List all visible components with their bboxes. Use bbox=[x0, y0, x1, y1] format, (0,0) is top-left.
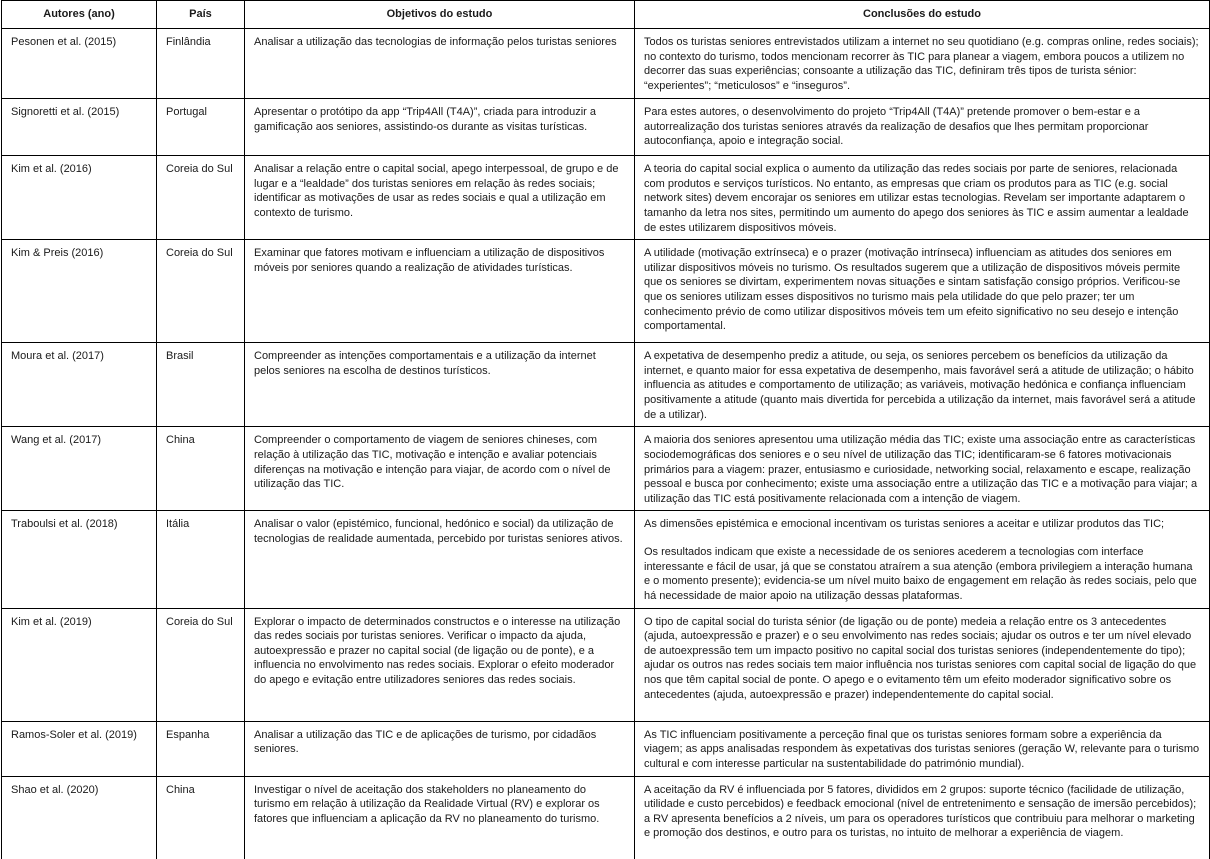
column-header-authors: Autores (ano) bbox=[2, 1, 157, 29]
table-row bbox=[2, 99, 1210, 156]
conclusions-cell bbox=[635, 608, 1210, 721]
country-cell: China bbox=[157, 776, 245, 859]
country-cell: Coreia do Sul bbox=[157, 608, 245, 721]
country-cell: China bbox=[157, 427, 245, 511]
conclusion-paragraph: As TIC influenciam positivamente a perceção final que os turistas seniores formam sobre a experiência da viagem; as apps analisadas respondem às expetativas dos turistas seniores (geração W, relevante para o turismo cultural e com interesse particular na sustentabilidade do património mundial). bbox=[644, 728, 1200, 770]
conclusions-cell bbox=[635, 427, 1210, 511]
objectives-cell: Compreender o comportamento de viagem de seniores chineses, com relação à utilização das TIC, motivação e intenção e avaliar potenciais diferenças na motivação e intenção para viajar, de acordo com o nível de utilização das TIC. bbox=[245, 427, 635, 511]
authors-cell: Traboulsi et al. (2018) bbox=[2, 511, 157, 608]
authors-cell: Shao et al. (2020) bbox=[2, 776, 157, 859]
table-row bbox=[2, 29, 1210, 99]
objectives-cell: Analisar a utilização das tecnologias de informação pelos turistas seniores bbox=[245, 29, 635, 99]
conclusion-paragraph: A maioria dos seniores apresentou uma utilização média das TIC; existe uma associação entre as características sociodemográficas dos seniores e o seu nível de utilização das TIC; identificaram-se 6 fatores motivacionais primários para a viagem: prazer, entusiasmo e curiosidade, networking social, relaxamento e escape, realização pessoal e busca por conhecimento; existe uma associação entre a utilização das TIC e a motivação para viajar; a utilização das TIC está positivamente relacionada com a intenção de viagem. bbox=[644, 434, 1198, 505]
conclusion-paragraph: A teoria do capital social explica o aumento da utilização das redes sociais por parte de seniores, relacionada com produtos e serviços turísticos. No entanto, as empresas que criam os produtos para as TIC (e.g. social network sites) devem encorajar os seniores em utilizar estas tecnologias. Revelam ser importante adaptarem o tamanho da letra nos sites, permitindo um aumento do apego dos seniores às TIC e assim aumentar a lealdade de estes utilizarem dispositivos móveis. bbox=[644, 163, 1189, 234]
country-cell: Coreia do Sul bbox=[157, 156, 245, 240]
country-cell: Finlândia bbox=[157, 29, 245, 99]
table-body bbox=[2, 29, 1210, 859]
authors-cell: Signoretti et al. (2015) bbox=[2, 99, 157, 156]
conclusions-cell bbox=[635, 29, 1210, 99]
authors-cell: Kim & Preis (2016) bbox=[2, 240, 157, 343]
studies-table bbox=[1, 0, 1210, 859]
header-row bbox=[2, 1, 1210, 29]
objectives-cell: Compreender as intenções comportamentais e a utilização da internet pelos seniores na escolha de destinos turísticos. bbox=[245, 343, 635, 427]
table-row bbox=[2, 240, 1210, 343]
conclusions-cell bbox=[635, 511, 1210, 608]
table-row bbox=[2, 156, 1210, 240]
conclusion-paragraph: Todos os turistas seniores entrevistados utilizam a internet no seu quotidiano (e.g. compras online, redes sociais); no contexto do turismo, todos mencionam recorrer às TIC para planear a viagem, embora poucos a utilizem no decorrer das suas experiências; consoante a utilização das TIC, definiram três tipos de turista sénior: “experientes”; “meticulosos” e “inseguros”. bbox=[644, 36, 1199, 92]
column-header-objectives: Objetivos do estudo bbox=[245, 1, 635, 29]
objectives-cell: Analisar a relação entre o capital social, apego interpessoal, de grupo e de lugar e a “lealdade” dos turistas seniores em relação às redes sociais; identificar as motivações de usar as redes sociais e qual a utilização em contexto de turismo. bbox=[245, 156, 635, 240]
authors-cell: Kim et al. (2019) bbox=[2, 608, 157, 721]
country-cell: Itália bbox=[157, 511, 245, 608]
country-cell: Portugal bbox=[157, 99, 245, 156]
column-header-country: País bbox=[157, 1, 245, 29]
table-row bbox=[2, 721, 1210, 776]
conclusions-cell bbox=[635, 240, 1210, 343]
authors-cell: Moura et al. (2017) bbox=[2, 343, 157, 427]
objectives-cell: Apresentar o protótipo da app “Trip4All (T4A)”, criada para introduzir a gamificação aos seniores, assistindo-os durante as visitas turísticas. bbox=[245, 99, 635, 156]
objectives-cell: Analisar a utilização das TIC e de aplicações de turismo, por cidadãos seniores. bbox=[245, 721, 635, 776]
country-cell: Coreia do Sul bbox=[157, 240, 245, 343]
conclusion-paragraph: O tipo de capital social do turista sénior (de ligação ou de ponte) medeia a relação entre os 3 antecedentes (ajuda, autoexpressão e prazer) e o seu envolvimento nas redes sociais; ajudar os outros e ter um nível elevado de autoexpressão tem um impacto positivo no capital social dos turistas seniores (independentemente do tipo); ajudar os outros nas redes sociais tem maior influência nos turistas seniores com capital social de ligação do que nos que têm capital social de ponte. O apego e o evitamento têm um efeito moderador significativo sobre os antecedentes (ajuda, autoexpressão e prazer) independentemente do capital social. bbox=[644, 615, 1197, 701]
objectives-cell: Explorar o impacto de determinados constructos e o interesse na utilização das redes sociais por turistas seniores. Verificar o impacto da ajuda, autoexpressão e prazer no capital social (de ligação ou de ponte), e a influencia no envolvimento nas redes sociais. Explorar o efeito moderador do apego e evitação entre utilizadores seniores das redes sociais. bbox=[245, 608, 635, 721]
objectives-cell: Analisar o valor (epistémico, funcional, hedónico e social) da utilização de tecnologias de realidade aumentada, percebido por turistas seniores ativos. bbox=[245, 511, 635, 608]
conclusions-cell bbox=[635, 99, 1210, 156]
authors-cell: Pesonen et al. (2015) bbox=[2, 29, 157, 99]
objectives-cell: Investigar o nível de aceitação dos stakeholders no planeamento do turismo em relação à utilização da Realidade Virtual (RV) e explorar os fatores que influenciam a aplicação da RV no planeamento do turismo. bbox=[245, 776, 635, 859]
table-row bbox=[2, 511, 1210, 608]
table-header-row bbox=[2, 1, 1210, 29]
authors-cell: Wang et al. (2017) bbox=[2, 427, 157, 511]
conclusion-paragraph: Para estes autores, o desenvolvimento do projeto “Trip4All (T4A)” pretende promover o bem-estar e a autorrealização dos turistas seniores através da realização de desafios que lhes permitam proporcionar autoconfiança, apoio e integração social. bbox=[644, 106, 1149, 148]
conclusion-paragraph: A expetativa de desempenho prediz a atitude, ou seja, os seniores percebem os benefícios da utilização da internet, e quanto maior for essa expetativa de desempenho, mais favorável será a atitude de utilização; o hábito influencia as atitudes e comportamento de utilização; as variáveis, motivação hedónica e confiança influenciam positivamente a atitude (quanto mais divertida for percebida a utilização da internet, mais favorável será a atitude de a utilizar). bbox=[644, 350, 1196, 421]
conclusions-cell bbox=[635, 156, 1210, 240]
conclusions-cell bbox=[635, 721, 1210, 776]
authors-cell: Ramos-Soler et al. (2019) bbox=[2, 721, 157, 776]
country-cell: Espanha bbox=[157, 721, 245, 776]
conclusions-cell bbox=[635, 343, 1210, 427]
authors-cell: Kim et al. (2016) bbox=[2, 156, 157, 240]
conclusion-paragraph: A aceitação da RV é influenciada por 5 fatores, divididos em 2 grupos: suporte técnico (facilidade de utilização, utilidade e custo percebidos) e feedback emocional (nível de entretenimento e sensação de imersão percebidos); a RV apresenta benefícios a 2 níveis, um para os operadores turísticos que contribuiu para melhorar o marketing e promoção dos destinos, e outro para os turistas, no intuito de melhorar a experiência de viagem. bbox=[644, 783, 1197, 840]
conclusion-paragraph: Os resultados indicam que existe a necessidade de os seniores acederem a tecnologias com interface interessante e fácil de usar, já que se constatou atraírem a sua atenção (embora privilegiem a interação humana e o momento presente); evidencia-se um nível muito baixo de engagement em relação às redes sociais, pelo que há necessidade de maior apoio na utilização dessas plataformas. bbox=[644, 546, 1197, 602]
table-row bbox=[2, 427, 1210, 511]
table-row bbox=[2, 343, 1210, 427]
conclusion-paragraph: A utilidade (motivação extrínseca) e o prazer (motivação intrínseca) influenciam as atitudes dos seniores em utilizar dispositivos móveis no turismo. Os resultados sugerem que a utilização de dispositivos móveis permite que os seniores se divirtam, experimentem novas situações e sintam satisfação consigo próprios. Verificou-se que os seniores utilizam esses dispositivos no turismo mais pela utilidade do que pelo prazer; ter um conhecimento prévio de como utilizar dispositivos móveis tem um efeito significativo no seu desejo e intenção comportamental. bbox=[644, 247, 1181, 333]
conclusions-cell bbox=[635, 776, 1210, 859]
country-cell: Brasil bbox=[157, 343, 245, 427]
table-row bbox=[2, 776, 1210, 859]
column-header-conclusions: Conclusões do estudo bbox=[635, 1, 1210, 29]
table-row bbox=[2, 608, 1210, 721]
objectives-cell: Examinar que fatores motivam e influenciam a utilização de dispositivos móveis por seniores quando a realização de atividades turísticas. bbox=[245, 240, 635, 343]
conclusion-paragraph: As dimensões epistémica e emocional incentivam os turistas seniores a aceitar e utilizar produtos das TIC; bbox=[644, 518, 1165, 531]
